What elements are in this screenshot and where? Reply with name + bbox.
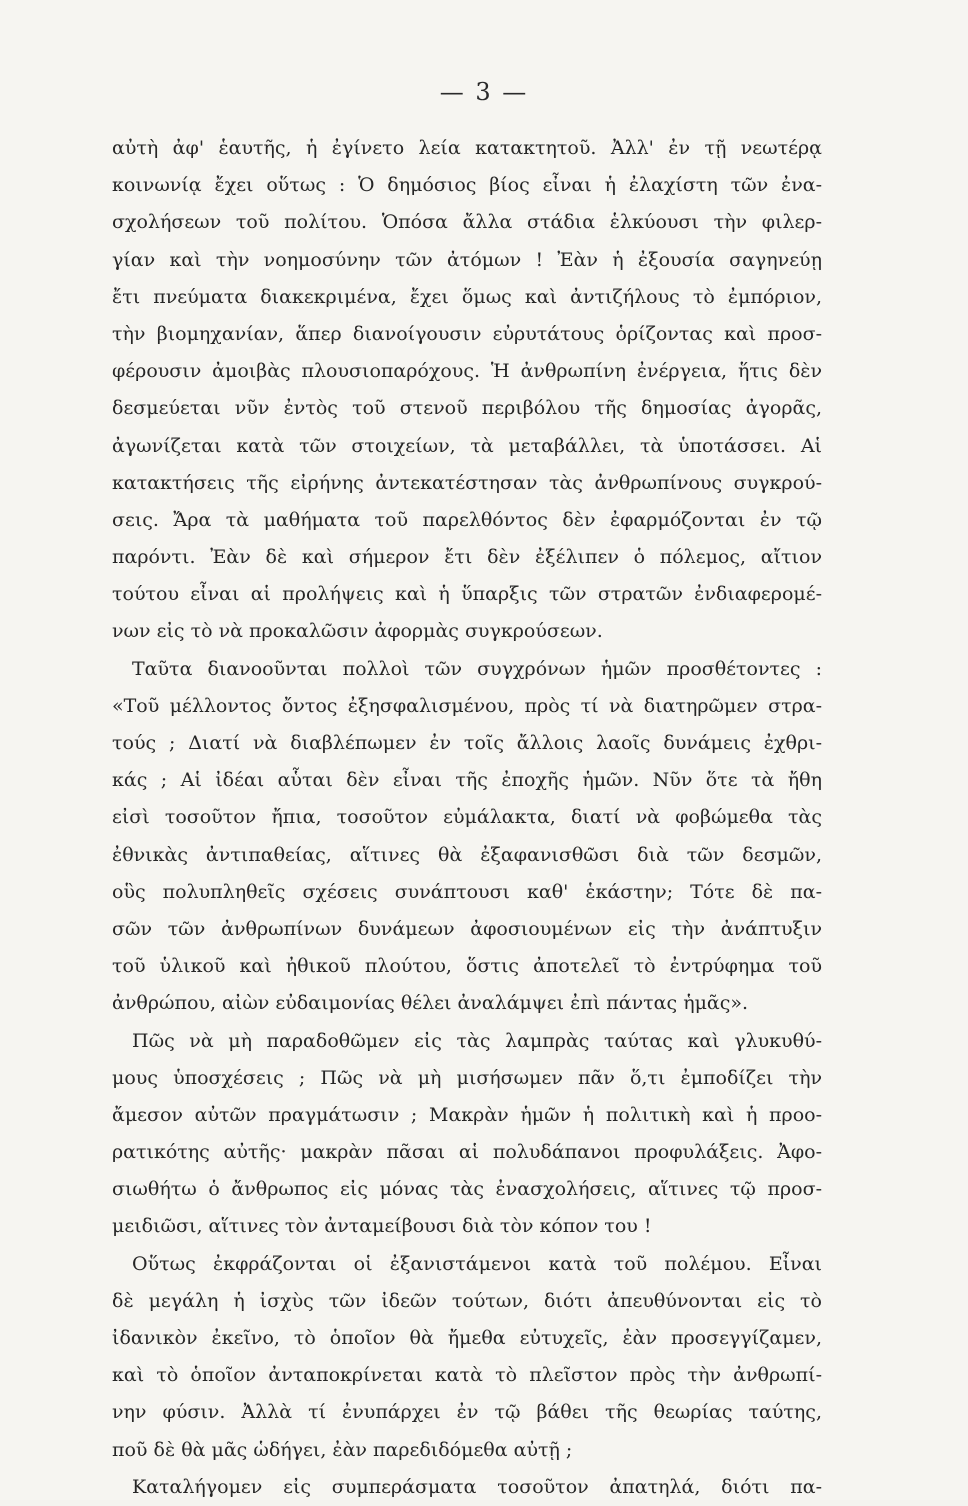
text-line: ποῦ δὲ θὰ μᾶς ὡδήγει, ἐὰν παρεδιδόμεθα αὐτῇ ; (112, 1438, 573, 1461)
text-line: νων εἰς τὸ νὰ προκαλῶσιν ἀφορμὰς συγκρούσεων. (112, 620, 603, 643)
text-line: δεσμεύεται νῦν ἐντὸς τοῦ στενοῦ περιβόλου τῆς δημοσίας ἀγορᾶς, (112, 397, 822, 420)
text-line: μειδιῶσι, αἵτινες τὸν ἀνταμείβουσι διὰ τὸν κόπον του ! (112, 1215, 652, 1238)
text-line: γίαν καὶ τὴν νοημοσύνην τῶν ἀτόμων ! Ἐὰν ἡ ἐξουσία σαγηνεύῃ (112, 248, 822, 271)
text-line: νην φύσιν. Ἀλλὰ τί ἐνυπάρχει ἐν τῷ βάθει τῆς θεωρίας ταύτης, (112, 1401, 822, 1424)
text-line: σεις. Ἄρα τὰ μαθήματα τοῦ παρελθόντος δὲν ἐφαρμόζονται ἐν τῷ (112, 508, 822, 531)
text-line: ἐθνικὰς ἀντιπαθείας, αἵτινες θὰ ἐξαφανισθῶσι διὰ τῶν δεσμῶν, (112, 843, 822, 866)
text-line: ἔτι πνεύματα διακεκριμένα, ἔχει ὅμως καὶ ἀντιζήλους τὸ ἐμπόριον, (112, 285, 822, 308)
text-line: αὐτὴ ἀφ' ἑαυτῆς, ἡ ἐγίνετο λεία κατακτητοῦ. Ἀλλ' ἐν τῇ νεωτέρᾳ (112, 137, 822, 159)
body-text (112, 130, 822, 1506)
text-line: τούς ; Διατί νὰ διαβλέπωμεν ἐν τοῖς ἄλλοις λαοῖς δυνάμεις ἐχθρι- (112, 732, 822, 754)
text-line: φέρουσιν ἀμοιβὰς πλουσιοπαρόχους. Ἡ ἀνθρωπίνη ἐνέργεια, ἥτις δὲν (112, 360, 822, 383)
text-line: Πῶς νὰ μὴ παραδοθῶμεν εἰς τὰς λαμπρὰς ταύτας καὶ γλυκυθύ- (132, 1029, 822, 1052)
text-line: εἰσὶ τοσοῦτον ἤπια, τοσοῦτον εὐμάλακτα, διατί νὰ φοβώμεθα τὰς (112, 806, 822, 829)
text-line: κοινωνίᾳ ἔχει οὕτως : Ὁ δημόσιος βίος εἶναι ἡ ἐλαχίστη τῶν ἐνα- (112, 174, 822, 197)
text-line: σχολήσεων τοῦ πολίτου. Ὁπόσα ἄλλα στάδια ἑλκύουσι τὴν φιλερ- (112, 211, 822, 234)
text-line: κάς ; Αἱ ἰδέαι αὗται δὲν εἶναι τῆς ἐποχῆς ἡμῶν. Νῦν ὅτε τὰ ἤθη (112, 769, 822, 792)
text-line: ἀγωνίζεται κατὰ τῶν στοιχείων, τὰ μεταβάλλει, τὰ ὑποτάσσει. Αἱ (112, 434, 822, 457)
text-line: ἄμεσον αὐτῶν πραγμάτωσιν ; Μακρὰν ἡμῶν ἡ πολιτικὴ καὶ ἡ προο- (112, 1103, 822, 1126)
text-line: μους ὑποσχέσεις ; Πῶς νὰ μὴ μισήσωμεν πᾶν ὅ,τι ἐμποδίζει τὴν (112, 1066, 822, 1089)
text-line: σιωθήτω ὁ ἄνθρωπος εἰς μόνας τὰς ἐνασχολήσεις, αἵτινες τῷ προσ- (112, 1178, 822, 1201)
text-line: κατακτήσεις τῆς εἰρήνης ἀντεκατέστησαν τὰς ἀνθρωπίνους συγκρού- (112, 471, 822, 494)
text-line: Οὕτως ἐκφράζονται οἱ ἐξανιστάμενοι κατὰ τοῦ πολέμου. Εἶναι (132, 1252, 822, 1275)
text-line: ἀνθρώπου, αἰὼν εὐδαιμονίας θέλει ἀναλάμψει ἐπὶ πάντας ἡμᾶς». (112, 992, 749, 1015)
text-line: Καταλήγομεν εἰς συμπεράσματα τοσοῦτον ἀπατηλά, διότι πα- (132, 1475, 822, 1498)
text-line: Ταῦτα διανοοῦνται πολλοὶ τῶν συγχρόνων ἡμῶν προσθέτοντες : (132, 657, 822, 680)
text-line: τὴν βιομηχανίαν, ἅπερ διανοίγουσιν εὐρυτάτους ὁρίζοντας καὶ προσ- (112, 322, 822, 345)
text-line: οὓς πολυπληθεῖς σχέσεις συνάπτουσι καθ' ἑκάστην; Τότε δὲ πα- (112, 880, 822, 903)
text-line: ρατικότης αὐτῆς· μακρὰν πᾶσαι αἱ πολυδάπανοι προφυλάξεις. Ἀφο- (112, 1141, 822, 1164)
text-line: δὲ μεγάλη ἡ ἰσχὺς τῶν ἰδεῶν τούτων, διότι ἀπευθύνονται εἰς τὸ (112, 1289, 822, 1312)
text-line: ἰδανικὸν ἐκεῖνο, τὸ ὁποῖον θὰ ἤμεθα εὐτυχεῖς, ἐὰν προσεγγίζαμεν, (112, 1327, 822, 1349)
text-line: παρόντι. Ἐὰν δὲ καὶ σήμερον ἔτι δὲν ἐξέλιπεν ὁ πόλεμος, αἴτιον (112, 546, 822, 569)
text-line: τοῦ ὑλικοῦ καὶ ἠθικοῦ πλούτου, ὅστις ἀποτελεῖ τὸ ἐντρύφημα τοῦ (112, 955, 822, 978)
text-line: «Τοῦ μέλλοντος ὄντος ἐξησφαλισμένου, πρὸς τί νὰ διατηρῶμεν στρα- (112, 694, 822, 717)
text-line: τούτου εἶναι αἱ προλήψεις καὶ ἡ ὕπαρξις τῶν στρατῶν ἐνδιαφερομέ- (112, 583, 822, 606)
page-number: — 3 — (439, 78, 529, 106)
text-line: σῶν τῶν ἀνθρωπίνων δυνάμεων ἀφοσιουμένων εἰς τὴν ἀνάπτυξιν (112, 917, 822, 940)
text-line: καὶ τὸ ὁποῖον ἀνταποκρίνεται κατὰ τὸ πλεῖστον πρὸς τὴν ἀνθρωπί- (112, 1364, 822, 1387)
